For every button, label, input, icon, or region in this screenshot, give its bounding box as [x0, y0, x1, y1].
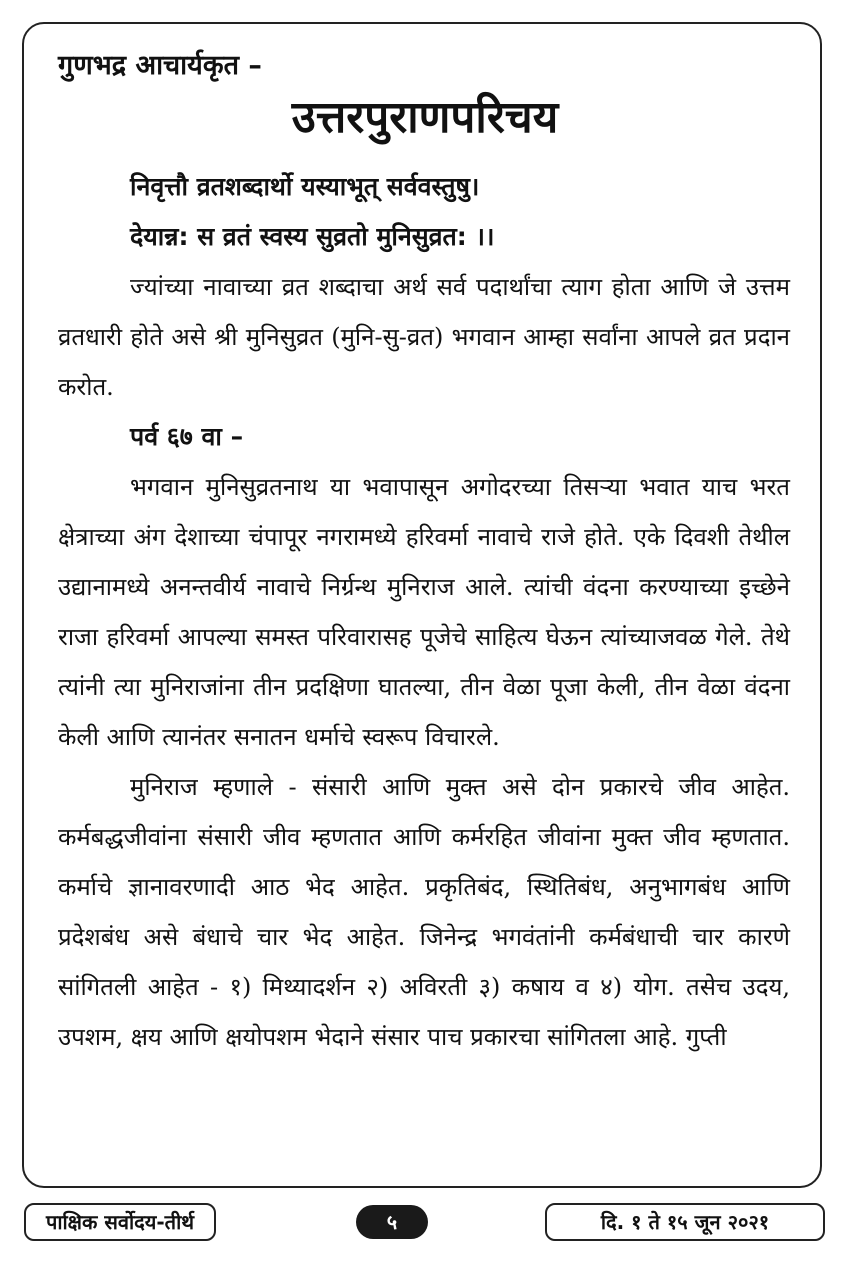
verse-line-1: निवृत्तौ व्रतशब्दार्थो यस्याभूत् सर्ववस्तुषु।: [130, 172, 480, 201]
page-title: उत्तरपुराणपरिचय: [291, 92, 559, 143]
article-body: [58, 162, 790, 1062]
page-number: ५: [356, 1205, 428, 1239]
issue-date: दि. १ ते १५ जून २०२१: [545, 1203, 825, 1241]
verse-line-2: देयान्न: स व्रतं स्वस्य सुव्रतो मुनिसुव्रत: ।।: [130, 222, 495, 251]
publication-name: पाक्षिक सर्वोदय-तीर्थ: [24, 1203, 216, 1241]
author-kicker: गुणभद्र आचार्यकृत –: [58, 50, 262, 81]
section-heading: पर्व ६७ वा –: [130, 422, 244, 451]
intro-paragraph: ज्यांच्या नावाच्या व्रत शब्दाचा अर्थ सर्व पदार्थांचा त्याग होता आणि जे उत्तम व्रतधारी होते असे श्री मुनिसुव्रत (मुनि-सु-व्रत) भगवान आम्हा सर्वांना आपले व्रत प्रदान करोत.: [58, 273, 790, 401]
paragraph-1: भगवान मुनिसुव्रतनाथ या भवापासून अगोदरच्या तिसऱ्या भवात याच भरत क्षेत्राच्या अंग देशाच्या चंपापूर नगरामध्ये हरिवर्मा नावाचे राजे होते. एके दिवशी तेथील उद्यानामध्ये अनन्तवीर्य नावाचे निर्ग्रन्थ मुनिराज आले. त्यांची वंदना करण्याच्या इच्छेने राजा हरिवर्मा आपल्या समस्त परिवारासह पूजेचे साहित्य घेऊन त्यांच्याजवळ गेले. तेथे त्यांनी त्या मुनिराजांना तीन प्रदक्षिणा घातल्या, तीन वेळा पूजा केली, तीन वेळा वंदना केली आणि त्यानंतर सनातन धर्माचे स्वरूप विचारले.: [58, 473, 790, 751]
paragraph-2: मुनिराज म्हणाले - संसारी आणि मुक्त असे दोन प्रकारचे जीव आहेत. कर्मबद्धजीवांना संसारी जीव म्हणतात आणि कर्मरहित जीवांना मुक्त जीव म्हणतात. कर्माचे ज्ञानावरणादी आठ भेद आहेत. प्रकृतिबंद, स्थितिबंध, अनुभागबंध आणि प्रदेशबंध असे बंधाचे चार भेद आहेत. जिनेन्द्र भगवंतांनी कर्मबंधाची चार कारणे सांगितली आहेत - १) मिथ्यादर्शन २) अविरती ३) कषाय व ४) योग. तसेच उदय, उपशम, क्षय आणि क्षयोपशम भेदाने संसार पाच प्रकारचा सांगितला आहे. गुप्ती: [58, 773, 790, 1051]
